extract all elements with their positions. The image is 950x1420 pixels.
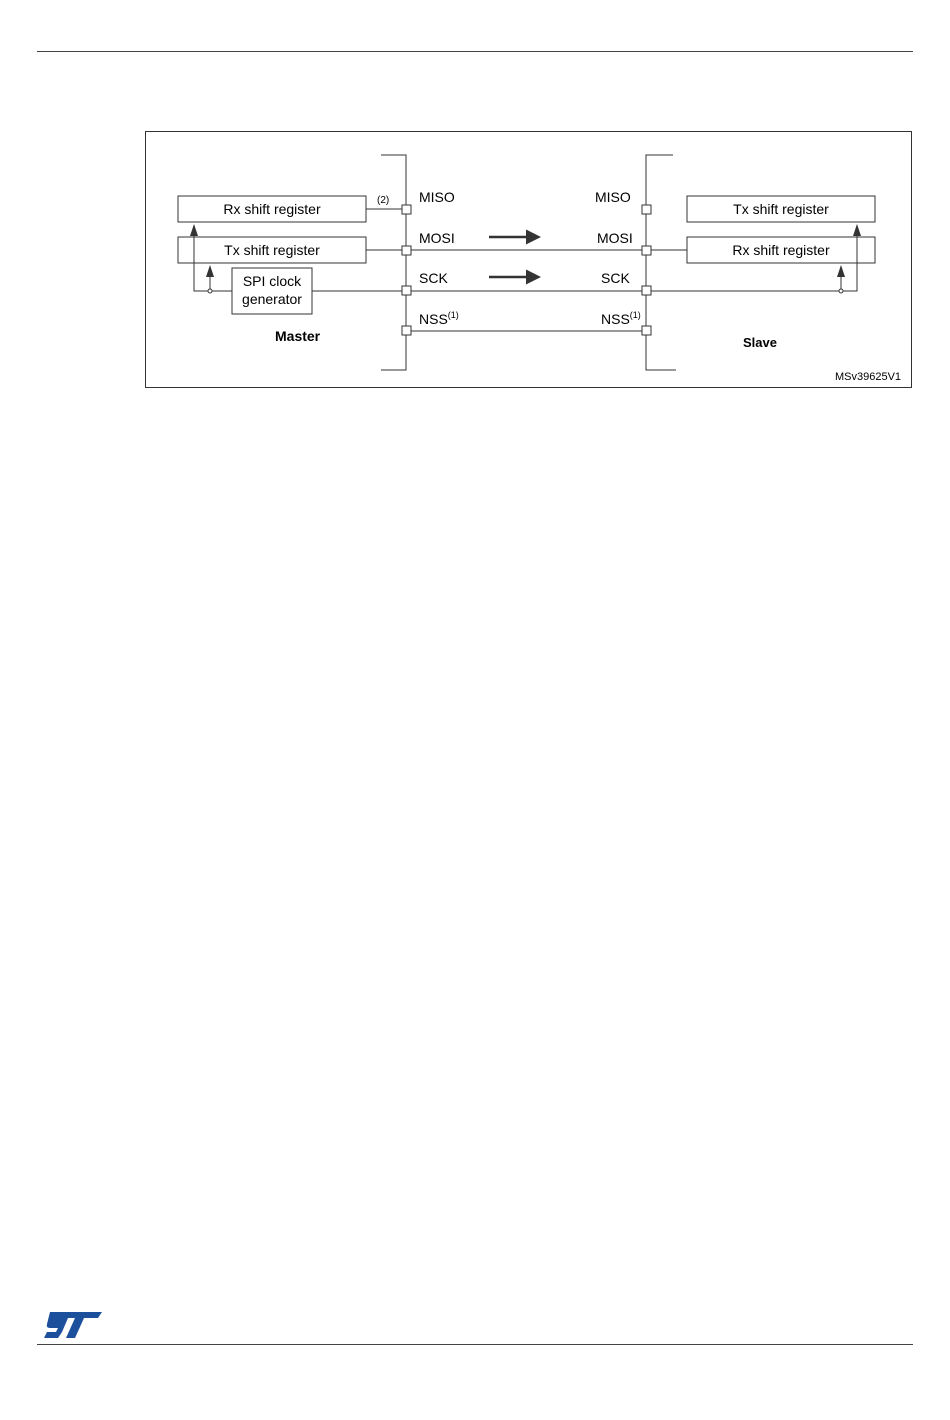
slave-pin-bar [646, 155, 676, 370]
master-sck-label: SCK [419, 270, 448, 286]
master-miso-label: MISO [419, 189, 455, 205]
master-mosi-label: MOSI [419, 230, 455, 246]
clock-generator-label [232, 272, 312, 308]
master-nss-label [419, 312, 459, 326]
master-nss-note: (1) [447, 310, 459, 320]
diagram-lines [146, 132, 913, 389]
slave-nss-text: NSS [601, 311, 630, 327]
slave-nss-label [601, 312, 641, 326]
master-nss-text: NSS [419, 311, 448, 327]
footer-rule [37, 1344, 913, 1345]
slave-rx-label: Rx shift register [732, 242, 830, 258]
master-rx-label: Rx shift register [223, 201, 321, 217]
figure-code: MSv39625V1 [835, 371, 902, 383]
slave-mosi-label: MOSI [597, 230, 633, 246]
slave-title: Slave [743, 335, 777, 350]
slave-tx-label: Tx shift register [733, 201, 829, 217]
clock-label-line2: generator [242, 291, 302, 307]
slave-nss-note: (1) [629, 310, 641, 320]
master-title: Master [275, 328, 321, 344]
st-logo [44, 1312, 102, 1338]
master-pin-bar [381, 155, 406, 370]
miso-note: (2) [377, 195, 390, 206]
spi-master-slave-diagram [145, 131, 912, 388]
slave-miso-label: MISO [595, 189, 631, 205]
clock-label-line1: SPI clock [242, 273, 302, 289]
master-tx-label: Tx shift register [224, 242, 320, 258]
slave-sck-label: SCK [601, 270, 630, 286]
header-rule [37, 51, 913, 52]
